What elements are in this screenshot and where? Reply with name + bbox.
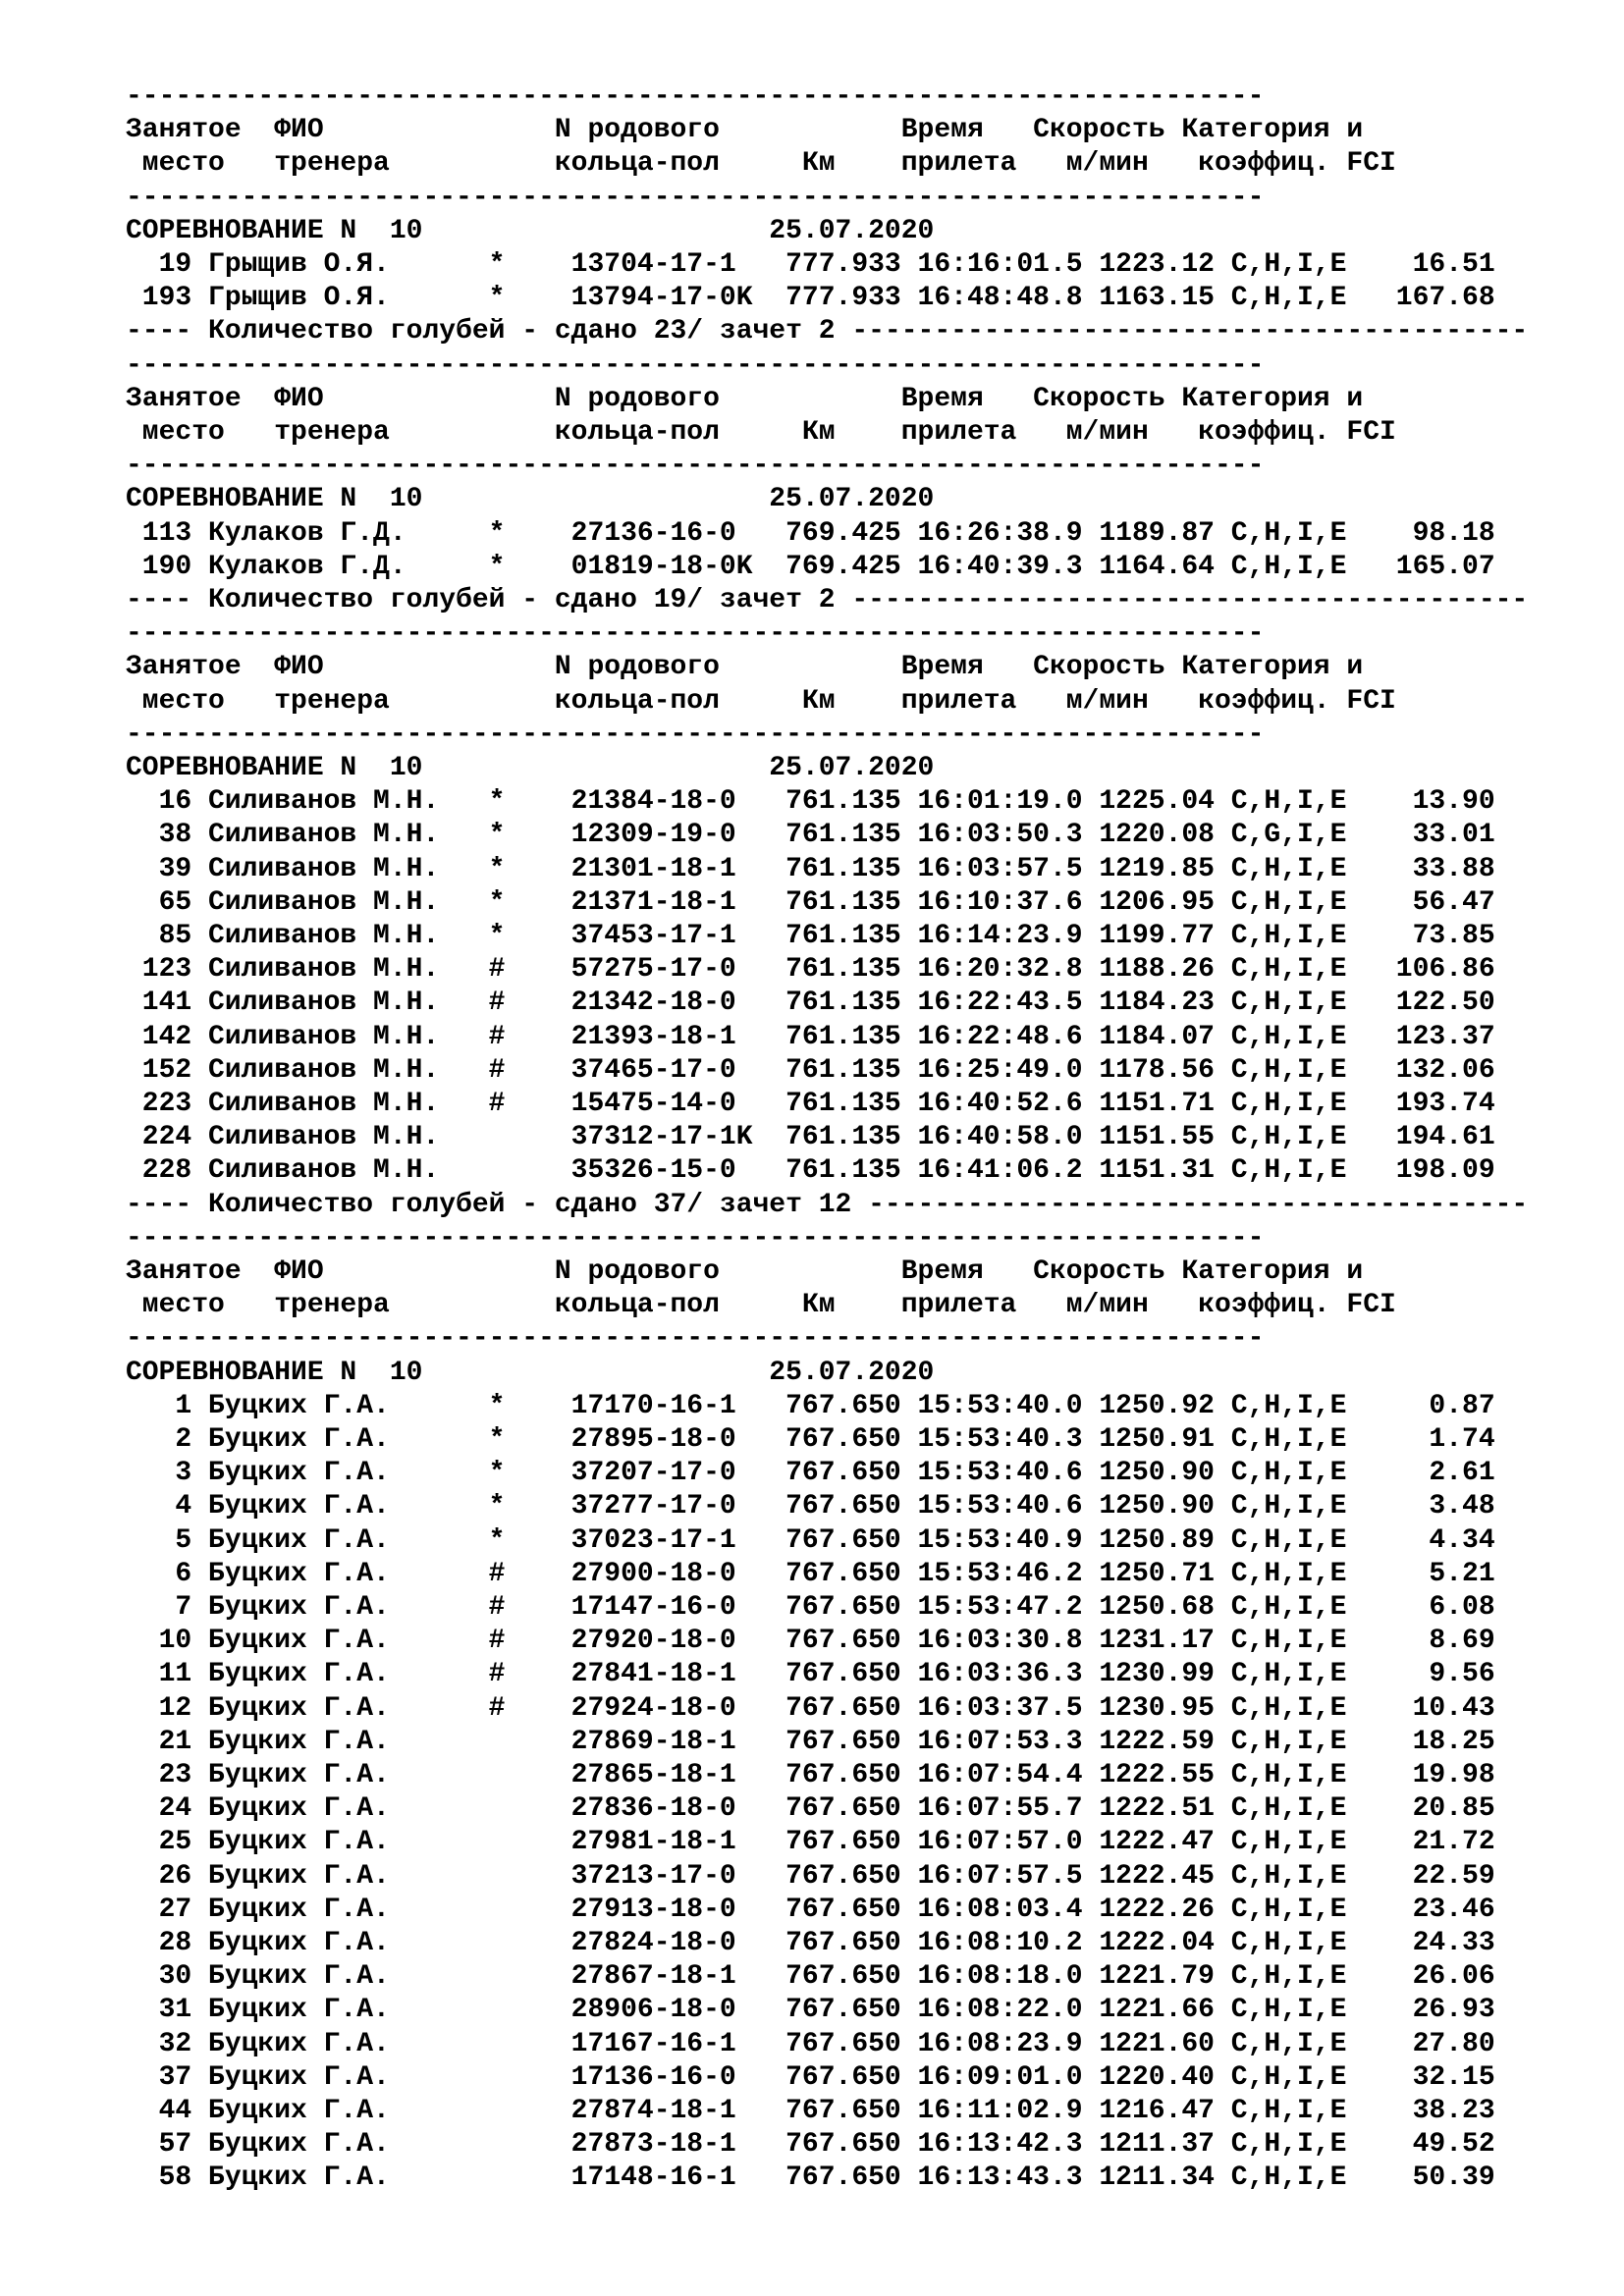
result-row: 224 Силиванов М.Н. 37312-17-1K 761.135 16:40:58.0 1151.55 C,H,I,E 194.61	[126, 1122, 1495, 1153]
separator-line: ---------------------------------------------------------------------	[126, 349, 1265, 381]
competition-title: СОРЕВНОВАНИЕ N 10 25.07.2020	[126, 1357, 935, 1388]
result-row: 26 Буцких Г.А. 37213-17-0 767.650 16:07:57.5 1222.45 C,H,I,E 22.59	[126, 1860, 1495, 1892]
result-row: 38 Силиванов М.Н. * 12309-19-0 761.135 16:03:50.3 1220.08 C,G,I,E 33.01	[126, 820, 1495, 851]
result-row: 44 Буцких Г.А. 27874-18-1 767.650 16:11:02.9 1216.47 C,H,I,E 38.23	[126, 2096, 1495, 2126]
result-row: 141 Силиванов М.Н. # 21342-18-0 761.135 16:22:43.5 1184.23 C,H,I,E 122.50	[126, 988, 1495, 1019]
column-header-line: Занятое ФИО N родового Время Скорость Категория и	[126, 115, 1364, 146]
result-row: 30 Буцких Г.А. 27867-18-1 767.650 16:08:18.0 1221.79 C,H,I,E 26.06	[126, 1961, 1495, 1993]
result-row: 39 Силиванов М.Н. * 21301-18-1 761.135 16:03:57.5 1219.85 C,H,I,E 33.88	[126, 853, 1495, 884]
column-header-line: место тренера кольца-пол Км прилета м/мин коэффиц. FCI	[126, 417, 1396, 448]
result-row: 3 Буцких Г.А. * 37207-17-0 767.650 15:53:40.6 1250.90 C,H,I,E 2.61	[126, 1458, 1495, 1489]
result-row: 85 Силиванов М.Н. * 37453-17-1 761.135 16:14:23.9 1199.77 C,H,I,E 73.85	[126, 921, 1495, 951]
column-header-line: Занятое ФИО N родового Время Скорость Категория и	[126, 1256, 1364, 1287]
column-header-line: Занятое ФИО N родового Время Скорость Категория и	[126, 383, 1364, 414]
result-row: 6 Буцких Г.А. # 27900-18-0 767.650 15:53:46.2 1250.71 C,H,I,E 5.21	[126, 1558, 1495, 1589]
result-row: 19 Грыщив О.Я. * 13704-17-1 777.933 16:16:01.5 1223.12 C,H,I,E 16.51	[126, 249, 1495, 280]
result-row: 37 Буцких Г.А. 17136-16-0 767.650 16:09:01.0 1220.40 C,H,I,E 32.15	[126, 2061, 1495, 2093]
column-header-line: Занятое ФИО N родового Время Скорость Категория и	[126, 652, 1364, 683]
summary-line: ---- Количество голубей - сдано 19/ зачет 2 -----------------------------------------	[126, 585, 1529, 615]
result-row: 65 Силиванов М.Н. * 21371-18-1 761.135 16:10:37.6 1206.95 C,H,I,E 56.47	[126, 886, 1495, 918]
separator-line: ---------------------------------------------------------------------	[126, 81, 1265, 112]
result-row: 1 Буцких Г.А. * 17170-16-1 767.650 15:53:40.0 1250.92 C,H,I,E 0.87	[126, 1390, 1495, 1421]
result-row: 10 Буцких Г.А. # 27920-18-0 767.650 16:03:30.8 1231.17 C,H,I,E 8.69	[126, 1626, 1495, 1657]
result-row: 27 Буцких Г.А. 27913-18-0 767.650 16:08:03.4 1222.26 C,H,I,E 23.46	[126, 1894, 1495, 1925]
result-row: 25 Буцких Г.А. 27981-18-1 767.650 16:07:57.0 1222.47 C,H,I,E 21.72	[126, 1827, 1495, 1858]
competition-title: СОРЕВНОВАНИЕ N 10 25.07.2020	[126, 753, 935, 783]
result-row: 28 Буцких Г.А. 27824-18-0 767.650 16:08:10.2 1222.04 C,H,I,E 24.33	[126, 1928, 1495, 1958]
result-row: 4 Буцких Г.А. * 37277-17-0 767.650 15:53:40.6 1250.90 C,H,I,E 3.48	[126, 1491, 1495, 1522]
result-row: 152 Силиванов М.Н. # 37465-17-0 761.135 16:25:49.0 1178.56 C,H,I,E 132.06	[126, 1054, 1495, 1086]
result-row: 12 Буцких Г.А. # 27924-18-0 767.650 16:03:37.5 1230.95 C,H,I,E 10.43	[126, 1692, 1495, 1724]
competition-title: СОРЕВНОВАНИЕ N 10 25.07.2020	[126, 215, 935, 246]
summary-line: ---- Количество голубей - сдано 23/ зачет 2 -----------------------------------------	[126, 316, 1529, 347]
separator-line: ---------------------------------------------------------------------	[126, 182, 1265, 213]
column-header-line: место тренера кольца-пол Км прилета м/мин коэффиц. FCI	[126, 1290, 1396, 1321]
separator-line: ---------------------------------------------------------------------	[126, 1323, 1265, 1355]
result-row: 58 Буцких Г.А. 17148-16-1 767.650 16:13:43.3 1211.34 C,H,I,E 50.39	[126, 2163, 1495, 2194]
result-row: 2 Буцких Г.А. * 27895-18-0 767.650 15:53:40.3 1250.91 C,H,I,E 1.74	[126, 1424, 1495, 1455]
result-row: 5 Буцких Г.А. * 37023-17-1 767.650 15:53:40.9 1250.89 C,H,I,E 4.34	[126, 1524, 1495, 1556]
result-row: 23 Буцких Г.А. 27865-18-1 767.650 16:07:54.4 1222.55 C,H,I,E 19.98	[126, 1760, 1495, 1790]
result-row: 123 Силиванов М.Н. # 57275-17-0 761.135 16:20:32.8 1188.26 C,H,I,E 106.86	[126, 954, 1495, 986]
result-row: 113 Кулаков Г.Д. * 27136-16-0 769.425 16:26:38.9 1189.87 C,H,I,E 98.18	[126, 517, 1495, 549]
separator-line: ---------------------------------------------------------------------	[126, 451, 1265, 482]
result-row: 57 Буцких Г.А. 27873-18-1 767.650 16:13:42.3 1211.37 C,H,I,E 49.52	[126, 2129, 1495, 2161]
column-header-line: место тренера кольца-пол Км прилета м/мин коэффиц. FCI	[126, 685, 1396, 717]
result-row: 228 Силиванов М.Н. 35326-15-0 761.135 16:41:06.2 1151.31 C,H,I,E 198.09	[126, 1155, 1495, 1187]
summary-line: ---- Количество голубей - сдано 37/ зачет 12 ----------------------------------------	[126, 1189, 1529, 1220]
result-row: 11 Буцких Г.А. # 27841-18-1 767.650 16:03:36.3 1230.99 C,H,I,E 9.56	[126, 1659, 1495, 1690]
result-row: 16 Силиванов М.Н. * 21384-18-0 761.135 16:01:19.0 1225.04 C,H,I,E 13.90	[126, 786, 1495, 818]
result-row: 31 Буцких Г.А. 28906-18-0 767.650 16:08:22.0 1221.66 C,H,I,E 26.93	[126, 1995, 1495, 2026]
result-row: 223 Силиванов М.Н. # 15475-14-0 761.135 16:40:52.6 1151.71 C,H,I,E 193.74	[126, 1089, 1495, 1119]
competition-title: СОРЕВНОВАНИЕ N 10 25.07.2020	[126, 484, 935, 515]
separator-line: ---------------------------------------------------------------------	[126, 618, 1265, 650]
result-row: 190 Кулаков Г.Д. * 01819-18-0K 769.425 16:40:39.3 1164.64 C,H,I,E 165.07	[126, 551, 1495, 582]
result-row: 32 Буцких Г.А. 17167-16-1 767.650 16:08:23.9 1221.60 C,H,I,E 27.80	[126, 2028, 1495, 2059]
result-row: 7 Буцких Г.А. # 17147-16-0 767.650 15:53:47.2 1250.68 C,H,I,E 6.08	[126, 1592, 1495, 1623]
column-header-line: место тренера кольца-пол Км прилета м/мин коэффиц. FCI	[126, 148, 1396, 180]
result-row: 24 Буцких Г.А. 27836-18-0 767.650 16:07:55.7 1222.51 C,H,I,E 20.85	[126, 1793, 1495, 1825]
separator-line: ---------------------------------------------------------------------	[126, 719, 1265, 750]
result-row: 193 Грыщив О.Я. * 13794-17-0K 777.933 16:48:48.8 1163.15 C,H,I,E 167.68	[126, 283, 1495, 314]
separator-line: ---------------------------------------------------------------------	[126, 1222, 1265, 1254]
result-row: 21 Буцких Г.А. 27869-18-1 767.650 16:07:53.3 1222.59 C,H,I,E 18.25	[126, 1726, 1495, 1757]
result-row: 142 Силиванов М.Н. # 21393-18-1 761.135 16:22:48.6 1184.07 C,H,I,E 123.37	[126, 1021, 1495, 1052]
